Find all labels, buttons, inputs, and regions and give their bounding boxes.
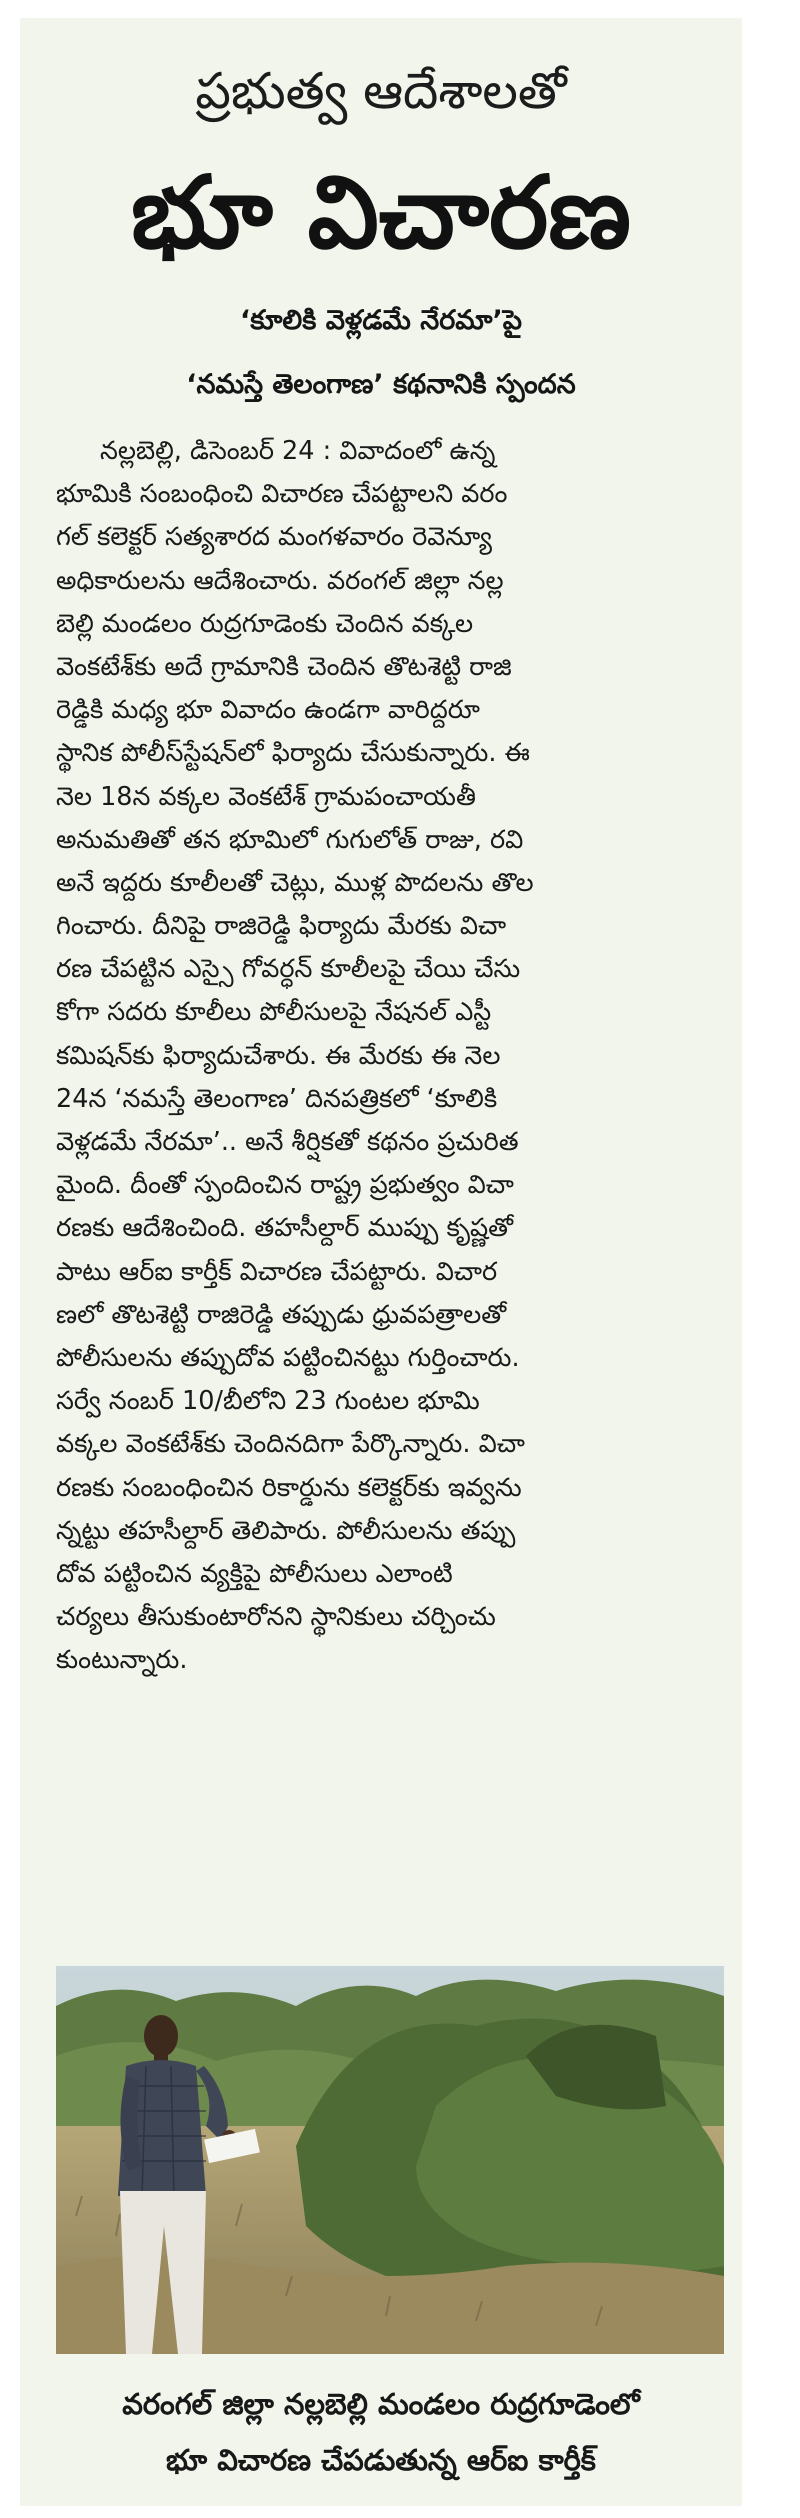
photo-caption-line-2: భూ విచారణ చేపడుతున్న ఆర్ఐ కార్తీక్ xyxy=(166,2443,596,2477)
article-body-line: రణకు సంబంధించిన రికార్డును కలెక్టర్‌కు ఇవ్వను xyxy=(56,1472,522,1503)
article-body-line: రణ చేపట్టిన ఎస్సై గోవర్ధన్ కూలీలపై చేయి చేసు xyxy=(56,954,521,985)
article-body-line: అనే ఇద్దరు కూలీలతో చెట్లు, ముళ్ల పొదలను తొల xyxy=(56,867,534,898)
subheadline-line-2: ‘నమస్తే తెలంగాణ’ కథనానికి స్పందన xyxy=(186,369,576,400)
article-body-line: వెళ్లడమే నేరమా’.. అనే శీర్షికతో కథనం ప్రచురిత xyxy=(56,1127,519,1157)
article-body-line: రెడ్డికి మధ్య భూ వివాదం ఉండగా వారిద్దరూ xyxy=(56,695,480,726)
article-body-line: చర్యలు తీసుకుంటారోనని స్థానికులు చర్చించు xyxy=(56,1602,496,1633)
article-body-line: స్థానిక పోలీస్‌స్టేషన్‌లో ఫిర్యాదు చేసుకున్నారు. ఈ xyxy=(56,738,530,769)
article-body-line: గల్ కలెక్టర్ సత్యశారద మంగళవారం రెవెన్యూ xyxy=(56,522,492,553)
article-body-line: వక్కల వెంకటేశ్‌కు చెందినదిగా పేర్కొన్నారు. విచా xyxy=(56,1429,525,1460)
article-body-line: పోలీసులను తప్పుదోవ పట్టించినట్టు గుర్తించారు. xyxy=(56,1342,520,1373)
article-body-line: కోగా సదరు కూలీలు పోలీసులపై నేషనల్ ఎస్టీ xyxy=(56,997,492,1028)
article-body-line: అనుమతితో తన భూమిలో గుగులోత్ రాజు, రవి xyxy=(56,824,524,855)
article-body-line: బెల్లి మండలం రుద్రగూడెంకు చెందిన వక్కల xyxy=(56,608,474,639)
article-body-line: గించారు. దీనిపై రాజిరెడ్డి ఫిర్యాదు మేరకు విచా xyxy=(56,911,507,942)
article-body-line: న్నట్టు తహసీల్దార్ తెలిపారు. పోలీసులను తప్పు xyxy=(56,1515,516,1546)
article-body-line: నెల 18న వక్కల వెంకటేశ్ గ్రామపంచాయతీ xyxy=(56,781,476,812)
article-body-line: వెంకటేశ్‌కు అదే గ్రామానికి చెందిన తొటశెట్టి రాజి xyxy=(56,651,512,682)
subheadline-line-1: ‘కూలికి వెళ్లడమే నేరమా’పై xyxy=(240,305,522,336)
article-body-line: మైంది. దీంతో స్పందించిన రాష్ట్ర ప్రభుత్వం విచా xyxy=(56,1170,514,1201)
article-body-line: అధికారులను ఆదేశించారు. వరంగల్ జిల్లా నల్ల xyxy=(56,565,504,596)
article-body-line: భూమికి సంబంధించి విచారణ చేపట్టాలని వరం xyxy=(56,479,508,510)
kicker-heading: ప్రభుత్వ ఆదేశాలతో xyxy=(195,62,567,120)
photo-caption-line-1: వరంగల్ జిల్లా నల్లబెల్లి మండలం రుద్రగూడెంలో xyxy=(122,2387,640,2421)
article-body-line: నల్లబెల్లి, డిసెంబర్ 24 : వివాదంలో ఉన్న xyxy=(100,436,496,466)
headline: భూ విచారణ xyxy=(131,154,631,271)
article-body-line: రణకు ఆదేశించింది. తహసీల్దార్ ముప్పు కృష్ణతో xyxy=(56,1213,514,1244)
article-body-line: దోవ పట్టించిన వ్యక్తిపై పోలీసులు ఎలాంటి xyxy=(56,1558,453,1589)
article-body-line: పాటు ఆర్ఐ కార్తీక్ విచారణ చేపట్టారు. విచార xyxy=(56,1256,498,1287)
article-body xyxy=(56,430,724,1682)
article-body-line: సర్వే నంబర్ 10/బీలోని 23 గుంటల భూమి xyxy=(56,1386,480,1417)
photo-illustration xyxy=(56,1966,724,2354)
article-body-line: ణలో తొటశెట్టి రాజిరెడ్డి తప్పుడు ధ్రువపత్రాలతో xyxy=(56,1299,507,1330)
article-body-line: కమిషన్‌కు ఫిర్యాదుచేశారు. ఈ మేరకు ఈ నెల xyxy=(56,1040,501,1071)
news-clipping xyxy=(20,18,742,2506)
news-photo xyxy=(56,1966,724,2354)
article-body-line: కుంటున్నారు. xyxy=(56,1645,188,1676)
article-body-line: 24న ‘నమస్తే తెలంగాణ’ దినపత్రికలో ‘కూలికి xyxy=(56,1083,498,1114)
